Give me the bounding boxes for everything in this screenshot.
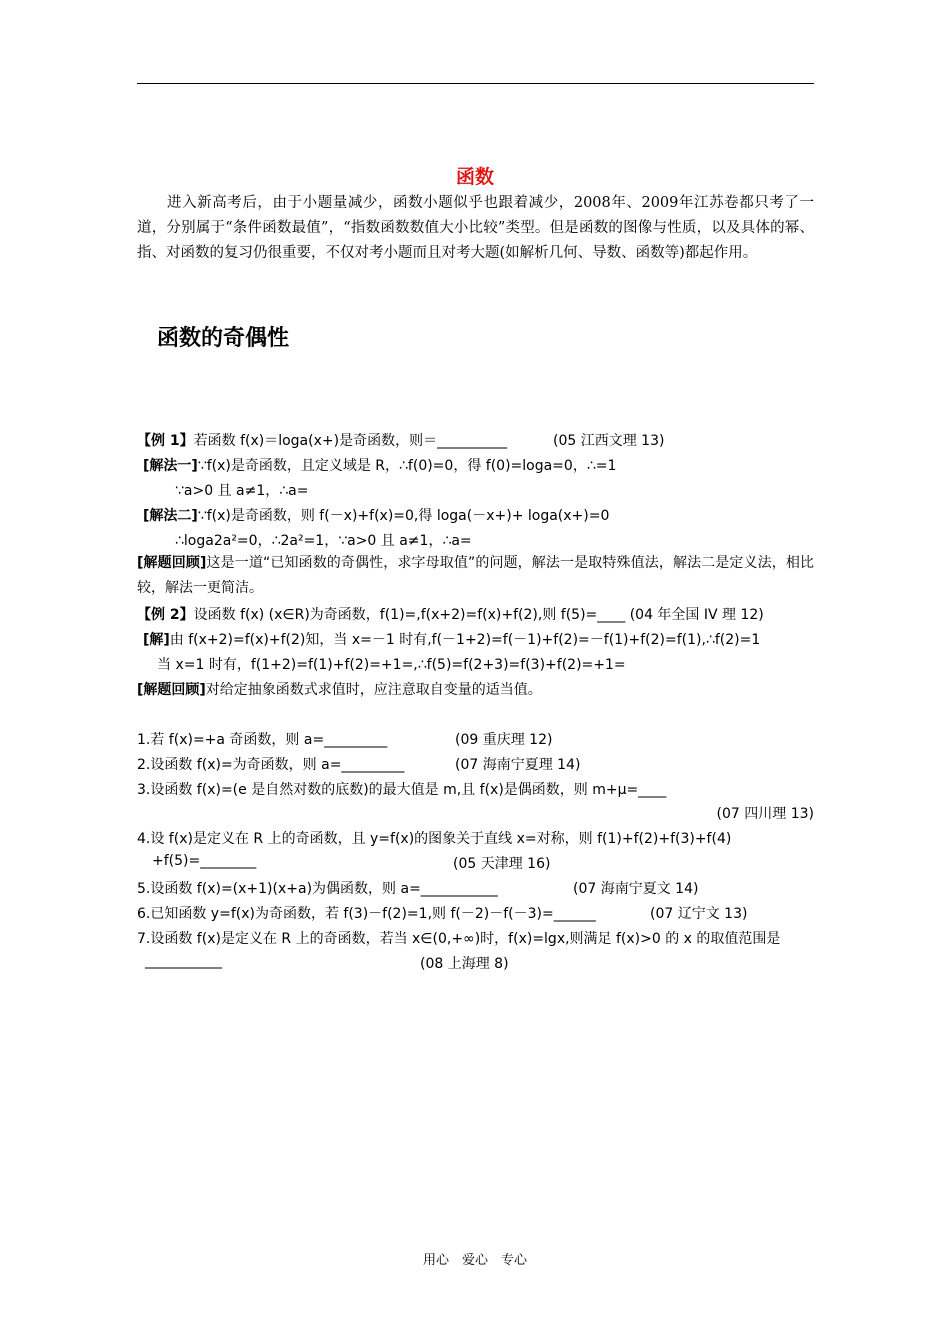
method2-line1 xyxy=(143,505,609,525)
intro-paragraph: 进入新高考后，由于小题量减少，函数小题似乎也跟着减少，2008年、2009年江苏卷都只考了一道，分别属于“条件函数最值”，“指数函数数值大小比较”类型。但是函数的图像与性质，以及具体的幂、指、对函数的复习仍很重要，不仅对考小题而且对考大题(如解析几何、导数、函数等)都起作用。 xyxy=(137,195,814,261)
example2-line xyxy=(137,604,764,624)
exercise-3-source: (07 四川理 13) xyxy=(716,806,814,822)
exercise-4-cont: +f(5)=________ xyxy=(152,853,257,869)
exercise-7-source: (08 上海理 8) xyxy=(420,956,509,972)
review1-text: 这是一道“已知函数的奇偶性，求字母取值”的问题，解法一是取特殊值法，解法二是定义法，相比较，解法一更简洁。 xyxy=(137,555,815,596)
method2-line2: ∴loga2a²=0，∴2a²=1，∵a>0 且 a≠1，∴a= xyxy=(175,533,472,549)
example1-line xyxy=(137,430,507,450)
method1-text1: ∵f(x)是奇函数，且定义域是 R，∴f(0)=0，得 f(0)=loga=0，∴=1 xyxy=(197,458,617,474)
header-rule xyxy=(137,83,814,84)
example1-label: 【例 1】 xyxy=(137,433,194,449)
exercise-2-source: (07 海南宁夏理 14) xyxy=(455,757,581,773)
solution2-label: [解] xyxy=(143,632,170,648)
method1-label: [解法一] xyxy=(143,458,198,474)
exercise-7-cont: ___________ xyxy=(145,953,222,969)
exercise-2: 2.设函数 f(x)=为奇函数，则 a=_________ xyxy=(137,757,405,773)
exercise-6-source: (07 辽宁文 13) xyxy=(650,906,748,922)
review1-paragraph xyxy=(137,551,814,601)
review2-text: 对给定抽象函数式求值时，应注意取自变量的适当值。 xyxy=(205,682,542,698)
exercise-5: 5.设函数 f(x)=(x+1)(x+a)为偶函数，则 a=___________ xyxy=(137,881,498,897)
example1-text: 若函数 f(x)＝loga(x+)是奇函数，则＝__________ xyxy=(193,433,508,449)
review2-label: [解题回顾] xyxy=(137,682,206,698)
exercise-4-source: (05 天津理 16) xyxy=(453,856,551,872)
method1-line2: ∵a>0 且 a≠1，∴a= xyxy=(175,483,309,499)
method2-text1: ∵f(x)是奇函数，则 f(－x)+f(x)=0,得 loga(－x+)+ loga(x+)=0 xyxy=(197,508,610,524)
solution2-text1: 由 f(x+2)=f(x)+f(2)知，当 x=－1 时有,f(－1+2)=f(－1)+f(2)=－f(1)+f(2)=f(1),∴f(2)=1 xyxy=(169,632,761,648)
solution2-line1 xyxy=(143,629,760,649)
exercise-1: 1.若 f(x)=+a 奇函数，则 a=_________ xyxy=(137,732,388,748)
example2-text: 设函数 f(x) (x∈R)为奇函数，f(1)=,f(x+2)=f(x)+f(2),则 f(5)=____ (04 年全国 IV 理 12) xyxy=(193,607,764,623)
exercise-6: 6.已知函数 y=f(x)为奇函数，若 f(3)－f(2)=1,则 f(－2)－f(－3)=______ xyxy=(137,906,596,922)
example1-source: (05 江西文理 13) xyxy=(553,433,665,449)
exercise-3: 3.设函数 f(x)=(e 是自然对数的底数)的最大值是 m,且 f(x)是偶函数，则 m+μ=____ xyxy=(137,782,667,798)
method1-line1 xyxy=(143,455,616,475)
page-title: 函数 xyxy=(455,166,494,188)
solution2-line2: 当 x=1 时有，f(1+2)=f(1)+f(2)=+1=,∴f(5)=f(2+3)=f(3)+f(2)=+1= xyxy=(157,657,626,673)
page-footer: 用心 爱心 专心 xyxy=(422,1253,527,1268)
review1-label: [解题回顾] xyxy=(137,555,207,571)
exercise-5-source: (07 海南宁夏文 14) xyxy=(573,881,699,897)
exercise-7: 7.设函数 f(x)是定义在 R 上的奇函数，若当 x∈(0,+∞)时，f(x)=lgx,则满足 f(x)>0 的 x 的取值范围是 xyxy=(137,931,781,947)
example2-label: 【例 2】 xyxy=(137,607,194,623)
section-heading: 函数的奇偶性 xyxy=(157,326,290,351)
review2-line xyxy=(137,679,542,699)
method2-label: [解法二] xyxy=(143,508,198,524)
exercise-4: 4.设 f(x)是定义在 R 上的奇函数，且 y=f(x)的图象关于直线 x=对称，则 f(1)+f(2)+f(3)+f(4) xyxy=(137,831,732,847)
exercise-1-source: (09 重庆理 12) xyxy=(455,732,553,748)
